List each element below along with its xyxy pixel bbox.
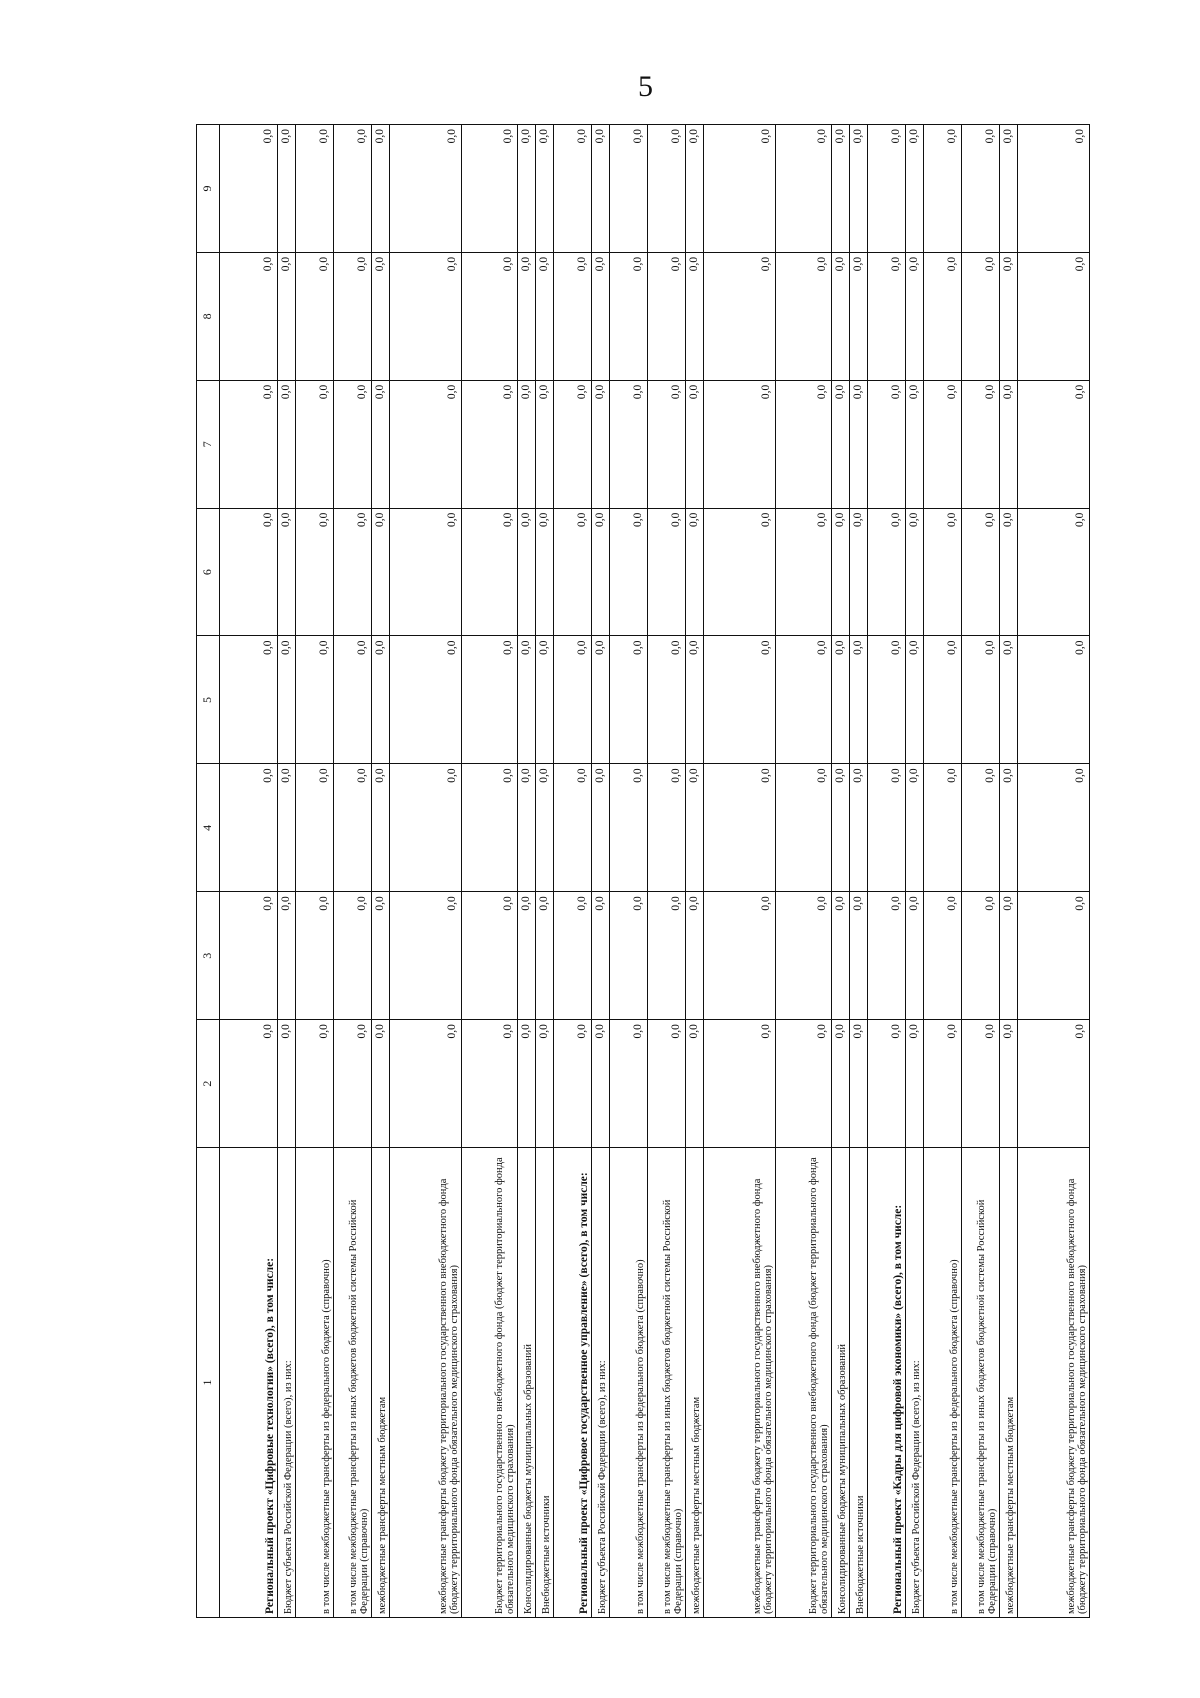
row-label: Внебюджетные источники [536,1148,554,1618]
value-cell: 0,0 [868,892,906,1020]
value-cell: 0,0 [1000,764,1018,892]
value-cell: 0,0 [220,252,278,380]
value-cell: 0,0 [278,508,296,636]
value-cell: 0,0 [832,380,850,508]
value-cell: 0,0 [462,380,518,508]
value-cell: 0,0 [832,892,850,1020]
column-number-header: 3 [197,892,220,1020]
value-cell: 0,0 [1018,508,1090,636]
value-cell: 0,0 [372,125,390,253]
value-cell: 0,0 [686,125,704,253]
page-number: 5 [638,70,653,103]
value-cell: 0,0 [220,125,278,253]
column-number-header: 4 [197,764,220,892]
value-cell: 0,0 [554,252,592,380]
row-label: Региональный проект «Цифровое государственное управление» (всего), в том числе: [554,1148,592,1618]
value-cell: 0,0 [1018,764,1090,892]
value-cell: 0,0 [776,125,832,253]
value-cell: 0,0 [704,252,776,380]
value-cell: 0,0 [850,125,868,253]
row-label: в том числе межбюджетные трансферты из федерального бюджета (справочно) [924,1148,962,1618]
value-cell: 0,0 [462,1020,518,1148]
value-cell: 0,0 [554,508,592,636]
table-section-row [220,125,278,1618]
value-cell: 0,0 [536,764,554,892]
value-cell: 0,0 [220,892,278,1020]
column-number-header: 7 [197,380,220,508]
value-cell: 0,0 [1000,380,1018,508]
row-label: межбюджетные трансферты местным бюджетам [1000,1148,1018,1618]
value-cell: 0,0 [648,1020,686,1148]
table-row [850,125,868,1618]
value-cell: 0,0 [776,636,832,764]
table-row [518,125,536,1618]
value-cell: 0,0 [610,125,648,253]
value-cell: 0,0 [462,636,518,764]
value-cell: 0,0 [554,125,592,253]
value-cell: 0,0 [1018,1020,1090,1148]
value-cell: 0,0 [592,1020,610,1148]
value-cell: 0,0 [518,764,536,892]
budget-table [196,124,1090,1618]
value-cell: 0,0 [296,892,334,1020]
value-cell: 0,0 [648,892,686,1020]
column-number-header: 5 [197,636,220,764]
value-cell: 0,0 [832,508,850,636]
table-row [924,125,962,1618]
value-cell: 0,0 [962,252,1000,380]
value-cell: 0,0 [704,636,776,764]
value-cell: 0,0 [850,636,868,764]
value-cell: 0,0 [296,252,334,380]
value-cell: 0,0 [962,1020,1000,1148]
value-cell: 0,0 [518,1020,536,1148]
value-cell: 0,0 [648,125,686,253]
value-cell: 0,0 [648,636,686,764]
row-label: межбюджетные трансферты бюджету территориального государственного внебюджетного фонда (бюджету территориального фонда обязательного медицинского страхования) [1018,1148,1090,1618]
column-number-header: 2 [197,1020,220,1148]
table-section-row [868,125,906,1618]
value-cell: 0,0 [462,125,518,253]
value-cell: 0,0 [648,380,686,508]
value-cell: 0,0 [220,508,278,636]
table-row [648,125,686,1618]
value-cell: 0,0 [334,764,372,892]
table-row [372,125,390,1618]
value-cell: 0,0 [390,380,462,508]
value-cell: 0,0 [686,1020,704,1148]
table-row [610,125,648,1618]
row-label: в том числе межбюджетные трансферты из иных бюджетов бюджетной системы Российской Федерации (справочно) [334,1148,372,1618]
table-body [220,125,1090,1618]
value-cell: 0,0 [868,252,906,380]
value-cell: 0,0 [536,380,554,508]
value-cell: 0,0 [390,508,462,636]
row-label: в том числе межбюджетные трансферты из иных бюджетов бюджетной системы Российской Федерации (справочно) [962,1148,1000,1618]
value-cell: 0,0 [704,892,776,1020]
value-cell: 0,0 [518,508,536,636]
table-row [962,125,1000,1618]
table-row [1018,125,1090,1618]
value-cell: 0,0 [334,892,372,1020]
row-label: межбюджетные трансферты бюджету территориального государственного внебюджетного фонда (бюджету территориального фонда обязательного медицинского страхования) [390,1148,462,1618]
value-cell: 0,0 [850,1020,868,1148]
value-cell: 0,0 [592,125,610,253]
value-cell: 0,0 [1018,380,1090,508]
value-cell: 0,0 [296,1020,334,1148]
value-cell: 0,0 [592,252,610,380]
value-cell: 0,0 [462,892,518,1020]
value-cell: 0,0 [832,636,850,764]
value-cell: 0,0 [704,764,776,892]
row-label: в том числе межбюджетные трансферты из федерального бюджета (справочно) [610,1148,648,1618]
value-cell: 0,0 [390,764,462,892]
value-cell: 0,0 [610,764,648,892]
value-cell: 0,0 [906,125,924,253]
column-number-header: 6 [197,508,220,636]
value-cell: 0,0 [536,125,554,253]
row-label: Внебюджетные источники [850,1148,868,1618]
value-cell: 0,0 [536,636,554,764]
value-cell: 0,0 [278,125,296,253]
column-number-header: 8 [197,252,220,380]
value-cell: 0,0 [686,508,704,636]
value-cell: 0,0 [906,892,924,1020]
value-cell: 0,0 [1018,252,1090,380]
value-cell: 0,0 [924,252,962,380]
value-cell: 0,0 [906,252,924,380]
value-cell: 0,0 [462,252,518,380]
value-cell: 0,0 [686,892,704,1020]
value-cell: 0,0 [962,125,1000,253]
table-row [536,125,554,1618]
row-label: межбюджетные трансферты местным бюджетам [686,1148,704,1618]
value-cell: 0,0 [776,252,832,380]
table-row [278,125,296,1618]
value-cell: 0,0 [924,764,962,892]
table-row [334,125,372,1618]
value-cell: 0,0 [610,252,648,380]
value-cell: 0,0 [868,380,906,508]
table-row [776,125,832,1618]
value-cell: 0,0 [278,380,296,508]
value-cell: 0,0 [372,636,390,764]
value-cell: 0,0 [220,764,278,892]
value-cell: 0,0 [868,764,906,892]
value-cell: 0,0 [776,508,832,636]
table-row [592,125,610,1618]
value-cell: 0,0 [372,764,390,892]
value-cell: 0,0 [220,1020,278,1148]
value-cell: 0,0 [962,508,1000,636]
row-label: Бюджет территориального государственного внебюджетного фонда (бюджет территориального фонда обязательного медицинского страхования) [462,1148,518,1618]
value-cell: 0,0 [962,636,1000,764]
value-cell: 0,0 [648,252,686,380]
value-cell: 0,0 [832,1020,850,1148]
table-row [462,125,518,1618]
value-cell: 0,0 [906,380,924,508]
value-cell: 0,0 [1000,1020,1018,1148]
table-row [686,125,704,1618]
value-cell: 0,0 [962,892,1000,1020]
value-cell: 0,0 [850,892,868,1020]
value-cell: 0,0 [776,892,832,1020]
value-cell: 0,0 [906,1020,924,1148]
value-cell: 0,0 [518,252,536,380]
table-row [296,125,334,1618]
value-cell: 0,0 [592,636,610,764]
value-cell: 0,0 [278,764,296,892]
table-row [390,125,462,1618]
value-cell: 0,0 [924,1020,962,1148]
value-cell: 0,0 [962,764,1000,892]
value-cell: 0,0 [686,252,704,380]
column-number-header: 9 [197,125,220,253]
value-cell: 0,0 [686,380,704,508]
row-label: Консолидированные бюджеты муниципальных образований [832,1148,850,1618]
row-label: Региональный проект «Кадры для цифровой экономики» (всего), в том числе: [868,1148,906,1618]
value-cell: 0,0 [390,252,462,380]
value-cell: 0,0 [536,252,554,380]
row-label: Бюджет субъекта Российской Федерации (всего), из них: [906,1148,924,1618]
value-cell: 0,0 [220,636,278,764]
value-cell: 0,0 [278,1020,296,1148]
value-cell: 0,0 [518,125,536,253]
value-cell: 0,0 [648,764,686,892]
value-cell: 0,0 [334,1020,372,1148]
value-cell: 0,0 [1000,508,1018,636]
table-row [704,125,776,1618]
value-cell: 0,0 [390,1020,462,1148]
value-cell: 0,0 [372,892,390,1020]
value-cell: 0,0 [776,1020,832,1148]
column-number-header: 1 [197,1148,220,1618]
value-cell: 0,0 [592,508,610,636]
value-cell: 0,0 [776,764,832,892]
value-cell: 0,0 [536,508,554,636]
value-cell: 0,0 [462,508,518,636]
value-cell: 0,0 [278,892,296,1020]
value-cell: 0,0 [924,892,962,1020]
table-row [1000,125,1018,1618]
value-cell: 0,0 [686,636,704,764]
value-cell: 0,0 [868,1020,906,1148]
value-cell: 0,0 [372,252,390,380]
row-label: в том числе межбюджетные трансферты из иных бюджетов бюджетной системы Российской Федерации (справочно) [648,1148,686,1618]
value-cell: 0,0 [390,125,462,253]
value-cell: 0,0 [868,636,906,764]
value-cell: 0,0 [850,252,868,380]
value-cell: 0,0 [850,380,868,508]
value-cell: 0,0 [850,508,868,636]
value-cell: 0,0 [1018,892,1090,1020]
value-cell: 0,0 [554,764,592,892]
value-cell: 0,0 [334,508,372,636]
value-cell: 0,0 [554,636,592,764]
value-cell: 0,0 [518,892,536,1020]
value-cell: 0,0 [924,636,962,764]
value-cell: 0,0 [610,892,648,1020]
row-label: межбюджетные трансферты бюджету территориального государственного внебюджетного фонда (бюджету территориального фонда обязательного медицинского страхования) [704,1148,776,1618]
value-cell: 0,0 [536,892,554,1020]
value-cell: 0,0 [592,764,610,892]
value-cell: 0,0 [610,380,648,508]
value-cell: 0,0 [220,380,278,508]
value-cell: 0,0 [1000,125,1018,253]
value-cell: 0,0 [372,508,390,636]
table-row [832,125,850,1618]
value-cell: 0,0 [704,1020,776,1148]
value-cell: 0,0 [296,764,334,892]
table-section-row [554,125,592,1618]
value-cell: 0,0 [390,636,462,764]
value-cell: 0,0 [704,125,776,253]
row-label: Региональный проект «Цифровые технологии» (всего), в том числе: [220,1148,278,1618]
value-cell: 0,0 [372,1020,390,1148]
value-cell: 0,0 [296,125,334,253]
value-cell: 0,0 [334,252,372,380]
value-cell: 0,0 [1000,636,1018,764]
value-cell: 0,0 [704,508,776,636]
row-label: в том числе межбюджетные трансферты из федерального бюджета (справочно) [296,1148,334,1618]
value-cell: 0,0 [868,508,906,636]
value-cell: 0,0 [296,380,334,508]
column-number-row [197,125,220,1618]
table-row [906,125,924,1618]
value-cell: 0,0 [850,764,868,892]
value-cell: 0,0 [868,125,906,253]
value-cell: 0,0 [906,508,924,636]
value-cell: 0,0 [462,764,518,892]
value-cell: 0,0 [536,1020,554,1148]
value-cell: 0,0 [296,636,334,764]
value-cell: 0,0 [334,125,372,253]
value-cell: 0,0 [278,252,296,380]
value-cell: 0,0 [686,764,704,892]
value-cell: 0,0 [832,764,850,892]
value-cell: 0,0 [610,1020,648,1148]
value-cell: 0,0 [390,892,462,1020]
value-cell: 0,0 [334,380,372,508]
value-cell: 0,0 [518,380,536,508]
value-cell: 0,0 [924,380,962,508]
value-cell: 0,0 [704,380,776,508]
value-cell: 0,0 [924,508,962,636]
value-cell: 0,0 [924,125,962,253]
row-label: Бюджет субъекта Российской Федерации (всего), из них: [592,1148,610,1618]
value-cell: 0,0 [776,380,832,508]
rotated-budget-table-container [196,124,1089,1618]
value-cell: 0,0 [1018,636,1090,764]
value-cell: 0,0 [1018,125,1090,253]
value-cell: 0,0 [610,636,648,764]
row-label: Бюджет территориального государственного внебюджетного фонда (бюджет территориального фонда обязательного медицинского страхования) [776,1148,832,1618]
value-cell: 0,0 [592,380,610,508]
value-cell: 0,0 [554,892,592,1020]
row-label: межбюджетные трансферты местным бюджетам [372,1148,390,1618]
value-cell: 0,0 [278,636,296,764]
row-label: Бюджет субъекта Российской Федерации (всего), из них: [278,1148,296,1618]
row-label: Консолидированные бюджеты муниципальных образований [518,1148,536,1618]
value-cell: 0,0 [832,252,850,380]
value-cell: 0,0 [554,1020,592,1148]
value-cell: 0,0 [296,508,334,636]
value-cell: 0,0 [554,380,592,508]
value-cell: 0,0 [610,508,648,636]
value-cell: 0,0 [962,380,1000,508]
value-cell: 0,0 [372,380,390,508]
value-cell: 0,0 [906,636,924,764]
value-cell: 0,0 [334,636,372,764]
value-cell: 0,0 [832,125,850,253]
value-cell: 0,0 [648,508,686,636]
value-cell: 0,0 [518,636,536,764]
value-cell: 0,0 [906,764,924,892]
value-cell: 0,0 [1000,252,1018,380]
value-cell: 0,0 [1000,892,1018,1020]
value-cell: 0,0 [592,892,610,1020]
